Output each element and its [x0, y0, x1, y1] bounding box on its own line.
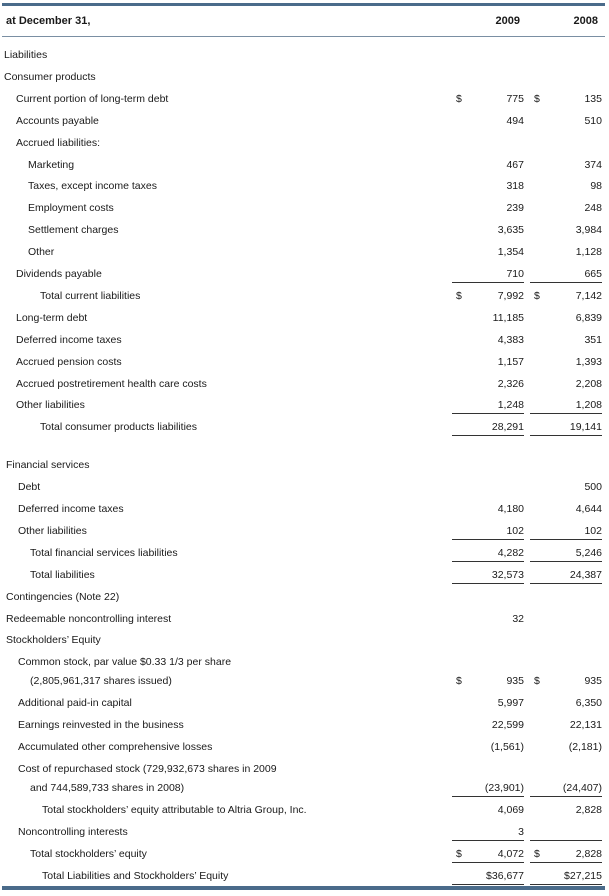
cell-value: 7,142 — [575, 289, 602, 302]
table-row — [0, 846, 609, 864]
table-row — [0, 113, 609, 131]
cell-value: 3 — [518, 825, 524, 838]
value-2008 — [530, 846, 602, 863]
cell-value: 135 — [584, 92, 602, 105]
row-label — [18, 717, 448, 733]
value-2009 — [452, 135, 524, 151]
row-label-text: Current portion of long-term debt — [16, 93, 171, 105]
value-2009 — [452, 288, 524, 304]
value-2008 — [530, 654, 602, 670]
currency-symbol: $ — [534, 847, 540, 860]
row-label — [28, 222, 448, 238]
table-row — [0, 717, 609, 735]
row-label-text: Accounts payable — [16, 115, 102, 127]
row-label — [28, 157, 448, 173]
value-2009 — [452, 91, 524, 107]
value-2008 — [530, 611, 602, 627]
row-label — [18, 695, 448, 711]
value-2009 — [452, 397, 524, 414]
row-label-text: Additional paid-in capital — [18, 697, 135, 709]
value-2009 — [452, 739, 524, 755]
value-2009 — [452, 354, 524, 370]
value-2009 — [452, 780, 524, 797]
cell-value: 4,644 — [575, 503, 602, 515]
value-2009 — [452, 523, 524, 540]
row-label — [16, 310, 448, 326]
value-2009 — [452, 222, 524, 238]
cell-value: 3,635 — [497, 224, 524, 237]
value-2008 — [530, 802, 602, 818]
table-row — [0, 178, 609, 196]
value-2008 — [530, 69, 602, 85]
cell-value: 22,131 — [569, 719, 602, 732]
header-year-2009: 2009 — [495, 15, 520, 27]
value-2008 — [530, 717, 602, 733]
row-label-text: Stockholders’ Equity — [6, 634, 104, 646]
value-2009 — [452, 178, 524, 194]
row-label — [28, 244, 448, 260]
cell-value: 374 — [584, 158, 602, 171]
value-2008 — [530, 222, 602, 238]
cell-value: 24,387 — [569, 568, 602, 581]
table-row — [0, 611, 609, 629]
row-label-text: Other liabilities — [16, 399, 88, 411]
table-row — [0, 567, 609, 585]
value-2009 — [452, 200, 524, 216]
value-2009 — [452, 244, 524, 260]
cell-value: 2,828 — [575, 803, 602, 816]
row-label — [16, 354, 448, 370]
value-2009 — [452, 266, 524, 283]
row-label-text: Total consumer products liabilities — [40, 421, 200, 433]
cell-value: 2,326 — [497, 377, 524, 390]
cell-value: 239 — [506, 202, 524, 215]
row-label-text: Total current liabilities — [40, 290, 143, 302]
value-2008 — [530, 739, 602, 755]
row-label — [6, 589, 448, 605]
row-label — [18, 479, 448, 495]
cell-value: 1,354 — [497, 246, 524, 259]
value-2009 — [452, 717, 524, 733]
row-label — [18, 501, 448, 517]
value-2009 — [452, 47, 524, 63]
value-2008 — [530, 113, 602, 129]
row-label — [18, 824, 448, 840]
table-row — [0, 802, 609, 820]
row-label-text: Consumer products — [4, 71, 99, 83]
row-label-text: Redeemable noncontrolling interest — [6, 613, 174, 625]
row-label-text: Financial services — [6, 459, 92, 471]
cell-value: 22,599 — [491, 719, 524, 732]
value-2009 — [452, 824, 524, 841]
value-2008 — [530, 761, 602, 777]
row-label-text: Total financial services liabilities — [30, 547, 181, 559]
value-2008 — [530, 545, 602, 562]
table-header — [2, 6, 605, 37]
row-label-text: Settlement charges — [28, 224, 121, 236]
row-label-text: Total stockholders’ equity attributable to Altria Group, Inc. — [42, 804, 310, 816]
cell-value: 2,208 — [575, 377, 602, 390]
row-label-text: Total Liabilities and Stockholders’ Equity — [42, 870, 231, 882]
row-label — [30, 567, 448, 583]
cell-value: 467 — [506, 158, 524, 171]
table-row — [0, 523, 609, 541]
cell-value: 5,997 — [497, 697, 524, 710]
row-label-text: Taxes, except income taxes — [28, 180, 160, 192]
value-2008 — [530, 178, 602, 194]
value-2008 — [530, 567, 602, 584]
value-2008 — [530, 244, 602, 260]
currency-symbol: $ — [456, 675, 462, 688]
table-row — [0, 266, 609, 284]
table-row — [0, 589, 609, 607]
table-row — [0, 354, 609, 372]
row-label-text: Accrued postretirement health care costs — [16, 378, 210, 390]
cell-value: 935 — [584, 675, 602, 688]
value-2009 — [452, 479, 524, 495]
value-2009 — [452, 501, 524, 517]
row-label — [42, 868, 448, 884]
value-2008 — [530, 523, 602, 540]
row-label — [18, 739, 448, 755]
row-label — [30, 846, 448, 862]
row-label-text: Total liabilities — [30, 569, 98, 581]
cell-value: 1,393 — [575, 355, 602, 368]
row-label-text: Accrued liabilities: — [16, 137, 103, 149]
cell-value: 500 — [584, 481, 602, 494]
value-2008 — [530, 310, 602, 326]
value-2008 — [530, 479, 602, 495]
table-row — [0, 868, 609, 886]
value-2008 — [530, 332, 602, 348]
table-row — [0, 310, 609, 328]
row-label — [16, 135, 448, 151]
cell-value: 4,180 — [497, 503, 524, 515]
value-2008 — [530, 632, 602, 648]
row-label-text: Other liabilities — [18, 525, 90, 537]
row-label-text: Cost of repurchased stock (729,932,673 shares in 2009 — [18, 763, 280, 775]
value-2008 — [530, 673, 602, 689]
value-2009 — [452, 761, 524, 777]
currency-symbol: $ — [456, 847, 462, 860]
cell-value: 32 — [512, 612, 524, 625]
cell-value: 7,992 — [497, 289, 524, 302]
value-2008 — [530, 695, 602, 711]
value-2009 — [452, 695, 524, 711]
value-2008 — [530, 397, 602, 414]
row-label — [18, 761, 448, 777]
table-row — [0, 673, 609, 691]
cell-value: (1,561) — [490, 741, 524, 753]
cell-value: 5,246 — [575, 546, 602, 559]
row-label — [40, 419, 448, 435]
value-2008 — [530, 91, 602, 107]
value-2008 — [530, 419, 602, 436]
table-row — [0, 200, 609, 218]
cell-value: 4,072 — [497, 847, 524, 860]
value-2008 — [530, 376, 602, 392]
row-label — [28, 200, 448, 216]
header-label: at December 31, — [6, 15, 91, 27]
value-2009 — [452, 376, 524, 392]
value-2009 — [452, 457, 524, 473]
cell-value: 19,141 — [569, 421, 602, 434]
row-label-text: (2,805,961,317 shares issued) — [30, 675, 175, 687]
row-label — [4, 47, 448, 63]
cell-value: 6,839 — [575, 311, 602, 324]
table-row — [0, 157, 609, 175]
table-row — [0, 739, 609, 757]
cell-value: 4,069 — [497, 803, 524, 816]
table-row — [0, 419, 609, 437]
cell-value: (24,407) — [562, 781, 602, 794]
row-label-text: Accumulated other comprehensive losses — [18, 741, 215, 753]
value-2008 — [530, 868, 602, 887]
table-row — [0, 397, 609, 415]
value-2008 — [530, 501, 602, 517]
cell-value: 28,291 — [491, 421, 524, 434]
value-2009 — [452, 157, 524, 173]
value-2009 — [452, 113, 524, 129]
cell-value: 4,282 — [497, 546, 524, 559]
cell-value: 775 — [506, 92, 524, 105]
row-label-text: Liabilities — [4, 49, 50, 61]
cell-value: $36,677 — [486, 869, 524, 882]
cell-value: 6,350 — [575, 697, 602, 710]
table-row — [0, 632, 609, 650]
row-label — [30, 545, 448, 561]
cell-value: 248 — [584, 202, 602, 215]
cell-value: 102 — [584, 524, 602, 537]
value-2009 — [452, 654, 524, 670]
row-label-text: Other — [28, 246, 57, 258]
cell-value: $27,215 — [564, 869, 602, 882]
value-2009 — [452, 611, 524, 627]
cell-value: 1,208 — [575, 399, 602, 412]
row-label-text: Earnings reinvested in the business — [18, 719, 187, 731]
value-2008 — [530, 457, 602, 473]
cell-value: (23,901) — [484, 781, 524, 794]
row-label-text: Employment costs — [28, 202, 117, 214]
cell-value: 98 — [590, 180, 602, 193]
value-2008 — [530, 200, 602, 216]
table-row — [0, 376, 609, 394]
row-label — [6, 611, 448, 627]
row-label — [42, 802, 448, 818]
row-label — [40, 288, 448, 304]
row-label — [16, 266, 448, 282]
row-label — [28, 178, 448, 194]
row-label — [16, 113, 448, 129]
cell-value: 32,573 — [491, 568, 524, 581]
table-row — [0, 501, 609, 519]
value-2009 — [452, 673, 524, 689]
cell-value: (2,181) — [568, 741, 602, 753]
value-2008 — [530, 288, 602, 304]
cell-value: 351 — [584, 333, 602, 346]
table-row — [0, 761, 609, 779]
value-2008 — [530, 589, 602, 605]
table-row — [0, 69, 609, 87]
row-label-text: Common stock, par value $0.33 1/3 per share — [18, 656, 234, 668]
cell-value: 1,128 — [575, 246, 602, 259]
cell-value: 318 — [506, 180, 524, 193]
row-label-text: Accrued pension costs — [16, 356, 125, 368]
value-2008 — [530, 157, 602, 173]
currency-symbol: $ — [456, 92, 462, 105]
row-label-text: Total stockholders’ equity — [30, 848, 150, 860]
value-2009 — [452, 632, 524, 648]
value-2009 — [452, 846, 524, 863]
currency-symbol: $ — [534, 289, 540, 302]
value-2008 — [530, 135, 602, 151]
row-label-text: Deferred income taxes — [18, 503, 127, 515]
table-row — [0, 288, 609, 306]
bottom-rule — [2, 886, 605, 890]
row-label — [30, 780, 448, 796]
row-label — [6, 457, 448, 473]
cell-value: 494 — [506, 114, 524, 127]
cell-value: 665 — [584, 268, 602, 280]
cell-value: 1,157 — [497, 355, 524, 368]
row-label — [4, 69, 448, 85]
cell-value: 3,984 — [575, 224, 602, 237]
table-row — [0, 780, 609, 798]
table-row — [0, 91, 609, 109]
cell-value: 4,383 — [497, 333, 524, 346]
currency-symbol: $ — [534, 675, 540, 688]
row-label — [30, 673, 448, 689]
row-label-text: Noncontrolling interests — [18, 826, 131, 838]
value-2008 — [530, 266, 602, 283]
cell-value: 11,185 — [492, 311, 524, 324]
value-2008 — [530, 354, 602, 370]
row-label-text: Contingencies (Note 22) — [6, 591, 122, 603]
value-2009 — [452, 567, 524, 584]
value-2009 — [452, 419, 524, 436]
cell-value: 935 — [506, 675, 524, 688]
row-label-text: Dividends payable — [16, 268, 105, 280]
table-row — [0, 457, 609, 475]
table-row — [0, 824, 609, 842]
currency-symbol: $ — [456, 289, 462, 302]
value-2009 — [452, 332, 524, 348]
row-label — [18, 523, 448, 539]
row-label — [16, 91, 448, 107]
value-2009 — [452, 545, 524, 562]
table-row — [0, 244, 609, 262]
value-2008 — [530, 780, 602, 797]
row-label — [18, 654, 448, 670]
row-label — [16, 376, 448, 392]
cell-value: 510 — [584, 114, 602, 127]
value-2009 — [452, 589, 524, 605]
value-2009 — [452, 802, 524, 818]
value-2009 — [452, 69, 524, 85]
row-label-text: Deferred income taxes — [16, 334, 125, 346]
currency-symbol: $ — [534, 92, 540, 105]
table-row — [0, 654, 609, 672]
cell-value: 2,828 — [575, 847, 602, 860]
header-year-2008: 2008 — [573, 15, 598, 27]
row-label-text: Long-term debt — [16, 312, 90, 324]
value-2008 — [530, 47, 602, 63]
row-label-text: and 744,589,733 shares in 2008) — [30, 782, 187, 794]
row-label — [16, 397, 448, 413]
value-2008 — [530, 824, 602, 841]
row-label-text: Debt — [18, 481, 43, 493]
value-2009 — [452, 868, 524, 887]
row-label-text: Marketing — [28, 159, 77, 171]
table-row — [0, 47, 609, 65]
table-row — [0, 222, 609, 240]
row-label — [16, 332, 448, 348]
table-row — [0, 479, 609, 497]
value-2009 — [452, 310, 524, 326]
cell-value: 1,248 — [497, 399, 524, 412]
table-row — [0, 135, 609, 153]
cell-value: 710 — [506, 268, 524, 280]
row-label — [6, 632, 448, 648]
table-row — [0, 545, 609, 563]
cell-value: 102 — [506, 524, 524, 537]
table-row — [0, 695, 609, 713]
table-row — [0, 332, 609, 350]
